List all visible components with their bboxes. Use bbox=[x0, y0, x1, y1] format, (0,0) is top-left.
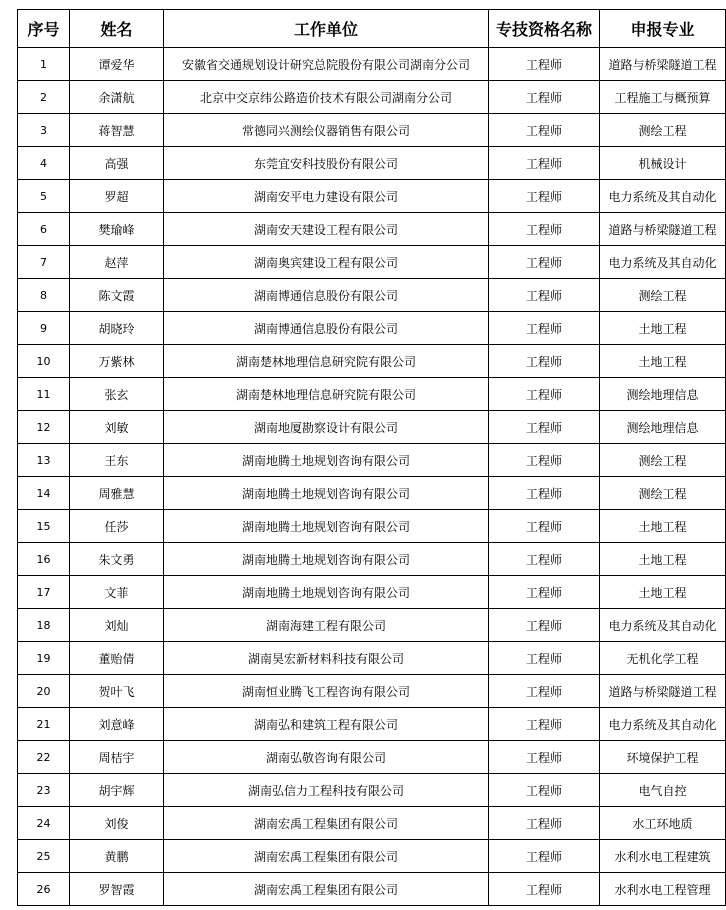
cell-major: 无机化学工程 bbox=[600, 642, 726, 675]
cell-no: 25 bbox=[18, 840, 70, 873]
cell-name: 刘意峰 bbox=[70, 708, 164, 741]
table-row bbox=[18, 444, 726, 477]
cell-no: 22 bbox=[18, 741, 70, 774]
cell-unit: 湖南宏禹工程集团有限公司 bbox=[164, 807, 489, 840]
cell-qual: 工程师 bbox=[489, 213, 600, 246]
cell-unit: 湖南地腾土地规划咨询有限公司 bbox=[164, 477, 489, 510]
cell-qual: 工程师 bbox=[489, 312, 600, 345]
cell-major: 电力系统及其自动化 bbox=[600, 180, 726, 213]
table-row bbox=[18, 114, 726, 147]
cell-qual: 工程师 bbox=[489, 741, 600, 774]
cell-qual: 工程师 bbox=[489, 477, 600, 510]
cell-qual: 工程师 bbox=[489, 774, 600, 807]
cell-no: 16 bbox=[18, 543, 70, 576]
cell-name: 胡宇辉 bbox=[70, 774, 164, 807]
cell-unit: 湖南楚林地理信息研究院有限公司 bbox=[164, 345, 489, 378]
cell-no: 15 bbox=[18, 510, 70, 543]
table-row bbox=[18, 180, 726, 213]
header-qual: 专技资格名称 bbox=[489, 10, 600, 48]
table-row bbox=[18, 48, 726, 81]
cell-unit: 湖南地腾土地规划咨询有限公司 bbox=[164, 444, 489, 477]
cell-major: 测绘工程 bbox=[600, 444, 726, 477]
cell-unit: 湖南昊宏新材料科技有限公司 bbox=[164, 642, 489, 675]
cell-major: 水工环地质 bbox=[600, 807, 726, 840]
cell-major: 水利水电工程管理 bbox=[600, 873, 726, 906]
cell-no: 9 bbox=[18, 312, 70, 345]
cell-no: 19 bbox=[18, 642, 70, 675]
cell-qual: 工程师 bbox=[489, 510, 600, 543]
cell-major: 机械设计 bbox=[600, 147, 726, 180]
cell-no: 8 bbox=[18, 279, 70, 312]
cell-no: 10 bbox=[18, 345, 70, 378]
cell-unit: 湖南弘敬咨询有限公司 bbox=[164, 741, 489, 774]
cell-unit: 常德同兴测绘仪器销售有限公司 bbox=[164, 114, 489, 147]
cell-name: 赵萍 bbox=[70, 246, 164, 279]
cell-no: 23 bbox=[18, 774, 70, 807]
table-row bbox=[18, 477, 726, 510]
cell-no: 2 bbox=[18, 81, 70, 114]
cell-no: 13 bbox=[18, 444, 70, 477]
cell-name: 陈文霞 bbox=[70, 279, 164, 312]
cell-unit: 湖南地厦勘察设计有限公司 bbox=[164, 411, 489, 444]
cell-no: 6 bbox=[18, 213, 70, 246]
cell-qual: 工程师 bbox=[489, 807, 600, 840]
cell-qual: 工程师 bbox=[489, 48, 600, 81]
cell-unit: 湖南博通信息股份有限公司 bbox=[164, 279, 489, 312]
cell-qual: 工程师 bbox=[489, 609, 600, 642]
cell-qual: 工程师 bbox=[489, 147, 600, 180]
cell-name: 余潇航 bbox=[70, 81, 164, 114]
cell-qual: 工程师 bbox=[489, 246, 600, 279]
cell-qual: 工程师 bbox=[489, 114, 600, 147]
cell-unit: 湖南宏禹工程集团有限公司 bbox=[164, 873, 489, 906]
cell-unit: 湖南博通信息股份有限公司 bbox=[164, 312, 489, 345]
cell-unit: 湖南楚林地理信息研究院有限公司 bbox=[164, 378, 489, 411]
cell-no: 7 bbox=[18, 246, 70, 279]
cell-name: 王东 bbox=[70, 444, 164, 477]
cell-qual: 工程师 bbox=[489, 840, 600, 873]
cell-unit: 湖南地腾土地规划咨询有限公司 bbox=[164, 510, 489, 543]
cell-major: 测绘地理信息 bbox=[600, 378, 726, 411]
cell-major: 环境保护工程 bbox=[600, 741, 726, 774]
header-major: 申报专业 bbox=[600, 10, 726, 48]
cell-unit: 湖南安天建设工程有限公司 bbox=[164, 213, 489, 246]
cell-name: 刘俊 bbox=[70, 807, 164, 840]
table-row bbox=[18, 378, 726, 411]
cell-major: 道路与桥梁隧道工程 bbox=[600, 48, 726, 81]
cell-name: 文菲 bbox=[70, 576, 164, 609]
cell-no: 21 bbox=[18, 708, 70, 741]
cell-qual: 工程师 bbox=[489, 345, 600, 378]
cell-no: 4 bbox=[18, 147, 70, 180]
table-row bbox=[18, 543, 726, 576]
table-row bbox=[18, 81, 726, 114]
cell-unit: 湖南弘和建筑工程有限公司 bbox=[164, 708, 489, 741]
cell-name: 胡晓玲 bbox=[70, 312, 164, 345]
table-row bbox=[18, 642, 726, 675]
cell-major: 土地工程 bbox=[600, 312, 726, 345]
cell-no: 3 bbox=[18, 114, 70, 147]
cell-qual: 工程师 bbox=[489, 576, 600, 609]
table-row bbox=[18, 411, 726, 444]
cell-major: 土地工程 bbox=[600, 345, 726, 378]
cell-name: 谭爱华 bbox=[70, 48, 164, 81]
cell-qual: 工程师 bbox=[489, 411, 600, 444]
header-no: 序号 bbox=[18, 10, 70, 48]
cell-name: 刘灿 bbox=[70, 609, 164, 642]
cell-no: 17 bbox=[18, 576, 70, 609]
table-row bbox=[18, 708, 726, 741]
cell-name: 贺叶飞 bbox=[70, 675, 164, 708]
cell-major: 电力系统及其自动化 bbox=[600, 246, 726, 279]
cell-qual: 工程师 bbox=[489, 642, 600, 675]
table-body bbox=[18, 48, 726, 906]
roster-table bbox=[17, 9, 726, 906]
cell-major: 电力系统及其自动化 bbox=[600, 609, 726, 642]
table-row bbox=[18, 675, 726, 708]
cell-major: 土地工程 bbox=[600, 510, 726, 543]
cell-name: 任莎 bbox=[70, 510, 164, 543]
cell-no: 11 bbox=[18, 378, 70, 411]
cell-name: 刘敏 bbox=[70, 411, 164, 444]
table-row bbox=[18, 807, 726, 840]
cell-no: 5 bbox=[18, 180, 70, 213]
cell-major: 电气自控 bbox=[600, 774, 726, 807]
cell-unit: 安徽省交通规划设计研究总院股份有限公司湖南分公司 bbox=[164, 48, 489, 81]
cell-no: 14 bbox=[18, 477, 70, 510]
cell-unit: 湖南宏禹工程集团有限公司 bbox=[164, 840, 489, 873]
cell-name: 董贻倩 bbox=[70, 642, 164, 675]
table-row bbox=[18, 609, 726, 642]
cell-major: 测绘工程 bbox=[600, 477, 726, 510]
table-row bbox=[18, 510, 726, 543]
cell-major: 道路与桥梁隧道工程 bbox=[600, 213, 726, 246]
cell-major: 测绘工程 bbox=[600, 279, 726, 312]
cell-unit: 东莞宜安科技股份有限公司 bbox=[164, 147, 489, 180]
table-row bbox=[18, 213, 726, 246]
cell-unit: 湖南安平电力建设有限公司 bbox=[164, 180, 489, 213]
cell-qual: 工程师 bbox=[489, 675, 600, 708]
cell-qual: 工程师 bbox=[489, 81, 600, 114]
cell-unit: 北京中交京纬公路造价技术有限公司湖南分公司 bbox=[164, 81, 489, 114]
cell-unit: 湖南弘信力工程科技有限公司 bbox=[164, 774, 489, 807]
cell-qual: 工程师 bbox=[489, 279, 600, 312]
cell-major: 土地工程 bbox=[600, 543, 726, 576]
cell-major: 水利水电工程建筑 bbox=[600, 840, 726, 873]
cell-major: 道路与桥梁隧道工程 bbox=[600, 675, 726, 708]
cell-name: 黄鹏 bbox=[70, 840, 164, 873]
cell-major: 土地工程 bbox=[600, 576, 726, 609]
cell-name: 樊瑜峰 bbox=[70, 213, 164, 246]
table-row bbox=[18, 246, 726, 279]
cell-qual: 工程师 bbox=[489, 873, 600, 906]
table-row bbox=[18, 840, 726, 873]
cell-qual: 工程师 bbox=[489, 543, 600, 576]
cell-no: 18 bbox=[18, 609, 70, 642]
cell-name: 张玄 bbox=[70, 378, 164, 411]
table-row bbox=[18, 741, 726, 774]
table-row bbox=[18, 345, 726, 378]
table-row bbox=[18, 312, 726, 345]
cell-unit: 湖南地腾土地规划咨询有限公司 bbox=[164, 543, 489, 576]
cell-no: 12 bbox=[18, 411, 70, 444]
cell-major: 测绘地理信息 bbox=[600, 411, 726, 444]
cell-name: 周雅慧 bbox=[70, 477, 164, 510]
cell-name: 罗智霞 bbox=[70, 873, 164, 906]
cell-qual: 工程师 bbox=[489, 444, 600, 477]
header-name: 姓名 bbox=[70, 10, 164, 48]
cell-no: 24 bbox=[18, 807, 70, 840]
table-row bbox=[18, 873, 726, 906]
cell-unit: 湖南奥宾建设工程有限公司 bbox=[164, 246, 489, 279]
cell-major: 工程施工与概预算 bbox=[600, 81, 726, 114]
cell-unit: 湖南地腾土地规划咨询有限公司 bbox=[164, 576, 489, 609]
cell-major: 电力系统及其自动化 bbox=[600, 708, 726, 741]
cell-name: 蒋智慧 bbox=[70, 114, 164, 147]
cell-no: 1 bbox=[18, 48, 70, 81]
cell-name: 朱文勇 bbox=[70, 543, 164, 576]
header-unit: 工作单位 bbox=[164, 10, 489, 48]
cell-unit: 湖南恒业腾飞工程咨询有限公司 bbox=[164, 675, 489, 708]
cell-name: 万紫林 bbox=[70, 345, 164, 378]
cell-name: 周桔宇 bbox=[70, 741, 164, 774]
table-row bbox=[18, 279, 726, 312]
cell-qual: 工程师 bbox=[489, 180, 600, 213]
table-row bbox=[18, 147, 726, 180]
cell-qual: 工程师 bbox=[489, 378, 600, 411]
cell-qual: 工程师 bbox=[489, 708, 600, 741]
cell-name: 高强 bbox=[70, 147, 164, 180]
cell-unit: 湖南海建工程有限公司 bbox=[164, 609, 489, 642]
table-row bbox=[18, 774, 726, 807]
cell-no: 20 bbox=[18, 675, 70, 708]
cell-no: 26 bbox=[18, 873, 70, 906]
cell-name: 罗超 bbox=[70, 180, 164, 213]
header-row bbox=[18, 10, 726, 48]
cell-major: 测绘工程 bbox=[600, 114, 726, 147]
table-row bbox=[18, 576, 726, 609]
